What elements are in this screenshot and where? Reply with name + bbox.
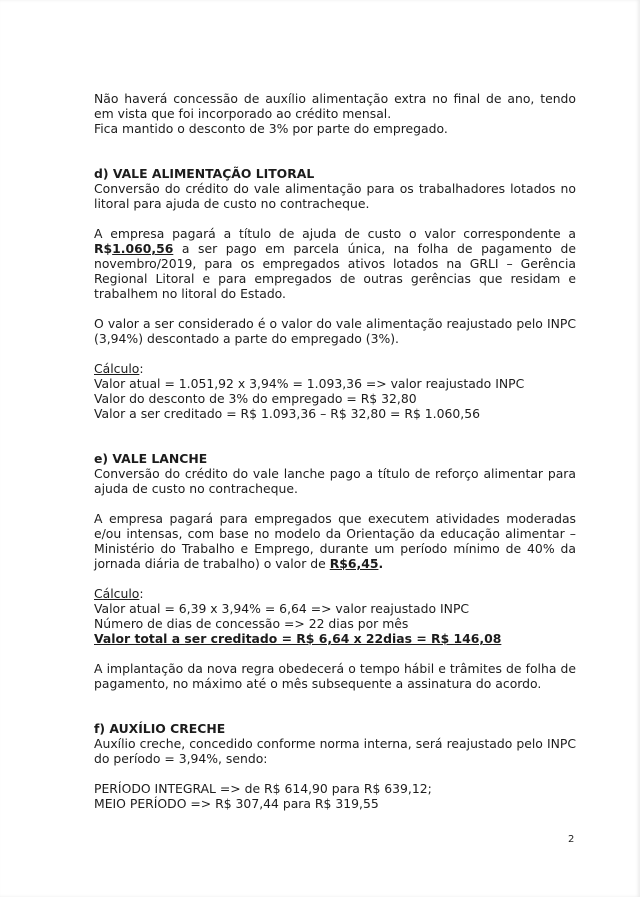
section-f-half-period-line: MEIO PERÍODO => R$ 307,44 para R$ 319,55 — [94, 796, 379, 811]
section-e-calc-label: Cálculo — [94, 586, 140, 601]
section-d-intro: Conversão do crédito do vale alimentação para os trabalhadores lotados no litoral para ajuda de custo no contracheque. — [94, 181, 576, 211]
section-d-calc-colon: : — [139, 361, 144, 376]
section-e-amount: R$6,45 — [329, 556, 379, 571]
section-e-payment-text-after: . — [378, 556, 384, 571]
section-d-amount-prefix: R$ — [94, 241, 113, 256]
section-d-calc-line: Valor a ser creditado = R$ 1.093,36 – R$ 32,80 = R$ 1.060,56 — [94, 406, 480, 421]
intro-paragraph: Não haverá concessão de auxílio alimentação extra no final de ano, tendo em vista que foi incorporado ao crédito mensal. — [94, 91, 576, 121]
section-e-heading: e) VALE LANCHE — [94, 451, 208, 466]
section-e-intro: Conversão do crédito do vale lanche pago a título de reforço alimentar para ajuda de custo no contracheque. — [94, 466, 576, 496]
intro-discount-note: Fica mantido o desconto de 3% por parte do empregado. — [94, 121, 448, 136]
section-d-amount-value: 1.060,56 — [112, 241, 174, 256]
section-d-calc-label: Cálculo — [94, 361, 140, 376]
section-d-value-note: O valor a ser considerado é o valor do vale alimentação reajustado pelo INPC (3,94%) descontado a parte do empregado (3%). — [94, 316, 576, 346]
section-e-payment-paragraph — [94, 511, 576, 571]
page-number: 2 — [568, 834, 575, 845]
section-e-calc-line: Valor atual = 6,39 x 3,94% = 6,64 => valor reajustado INPC — [94, 601, 470, 616]
section-d-payment-paragraph — [94, 226, 576, 301]
section-e-implementation-note: A implantação da nova regra obedecerá o tempo hábil e trâmites de folha de pagamento, no máximo até o mês subsequente a assinatura do acordo. — [94, 661, 576, 691]
section-e-calc-total: Valor total a ser creditado = R$ 6,64 x 22dias = R$ 146,08 — [94, 631, 502, 646]
section-d-payment-text-before: A empresa pagará a título de ajuda de custo o valor correspondente a — [94, 226, 576, 241]
section-e-payment-text-before: A empresa pagará para empregados que executem atividades moderadas e/ou intensas, com base no modelo da Orientação da educação alimentar – Ministério do Trabalho e Emprego, durante um período mínimo de 40% da jornada diária de trabalho) o valor de — [94, 511, 576, 571]
section-d-payment-text-after: a ser pago em parcela única, na folha de pagamento de novembro/2019, para os empregados ativos lotados na GRLI – Gerência Regional Litoral e para empregados de outras gerências que residam e trabalhem no litoral do Estado. — [94, 241, 576, 301]
section-e-calc-colon: : — [139, 586, 144, 601]
section-d-calc-heading — [94, 361, 576, 376]
section-e-calc-line: Número de dias de concessão => 22 dias por mês — [94, 616, 409, 631]
section-e-calc-heading — [94, 586, 576, 601]
section-d-heading: d) VALE ALIMENTAÇÃO LITORAL — [94, 166, 315, 181]
section-f-intro: Auxílio creche, concedido conforme norma interna, será reajustado pelo INPC do período = 3,94%, sendo: — [94, 736, 576, 766]
section-d-calc-line: Valor do desconto de 3% do empregado = R$ 32,80 — [94, 391, 417, 406]
section-f-heading: f) AUXÍLIO CRECHE — [94, 721, 226, 736]
section-d-calc-line: Valor atual = 1.051,92 x 3,94% = 1.093,36 => valor reajustado INPC — [94, 376, 525, 391]
section-f-full-period-line: PERÍODO INTEGRAL => de R$ 614,90 para R$ 639,12; — [94, 781, 432, 796]
page-content — [94, 91, 576, 811]
